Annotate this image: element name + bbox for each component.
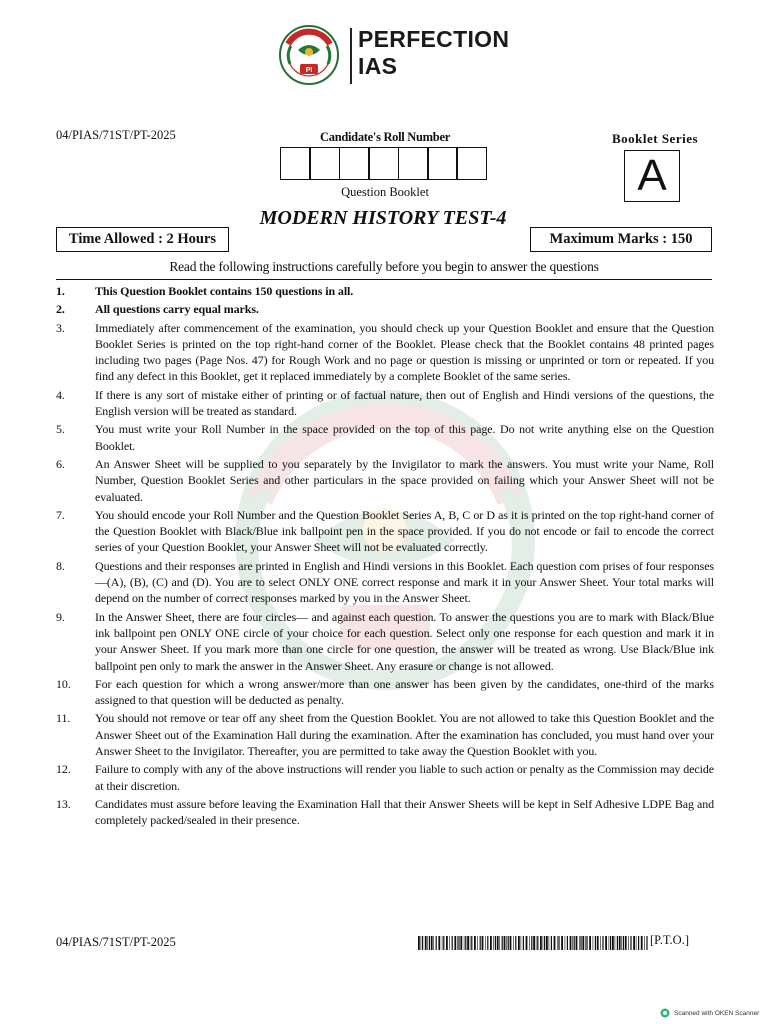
roll-digit-box[interactable] xyxy=(427,147,458,180)
roll-digit-box[interactable] xyxy=(368,147,399,180)
header-divider xyxy=(56,279,712,280)
instruction-number: 8. xyxy=(56,558,65,573)
instruction-item xyxy=(56,609,714,674)
scanner-logo-icon xyxy=(660,1008,670,1018)
read-instructions-heading: Read the following instructions carefully before you begin to answer the questions xyxy=(169,259,599,274)
roll-digit-box[interactable] xyxy=(339,147,370,180)
instruction-text: An Answer Sheet will be supplied to you separately by the Invigilator to mark the answers. You must write your Name, Roll Number, Question Booklet Series and other particulars in the space provided on failing which your Answer Sheet will not be evaluated. xyxy=(95,456,714,504)
roll-digit-box[interactable] xyxy=(280,147,311,180)
instruction-number: 13. xyxy=(56,796,71,811)
maximum-marks-box: Maximum Marks : 150 xyxy=(530,227,712,252)
instruction-text: If there is any sort of mistake either of printing or of factual nature, then out of English and Hindi versions of the questions, the English version will be treated as standard. xyxy=(95,387,714,419)
instruction-number: 10. xyxy=(56,676,71,691)
footer-paper-code: 04/PIAS/71ST/PT-2025 xyxy=(56,935,176,949)
question-booklet-label: Question Booklet xyxy=(341,185,429,199)
instructions-list xyxy=(56,283,714,831)
instruction-number: 11. xyxy=(56,711,71,726)
instruction-number: 12. xyxy=(56,762,71,777)
instruction-text: You should not remove or tear off any sheet from the Question Booklet. You are not allowed to take this Question Booklet and the Answer Sheet out of the Examination Hall during the examination. After the examination has concluded, you must hand over your Answer Sheet to the Invigilator. Thereafter, you are permitted to take away the Question Booklet with you. xyxy=(95,711,714,759)
instruction-item xyxy=(56,456,714,505)
instruction-item xyxy=(56,761,714,794)
instruction-text: Candidates must assure before leaving the Examination Hall that their Answer Sheets will be kept in Self Adhesive LDPE Bag and completely packed/sealed in their presence. xyxy=(95,796,714,828)
instruction-item xyxy=(56,796,714,829)
svg-text:PI: PI xyxy=(305,67,313,74)
instruction-text: Immediately after commencement of the examination, you should check up your Question Booklet and ensure that the Question Booklet Series is printed on the top right-hand corner of the Booklet. Please check that the Booklet contains 48 printed pages including two pages (Page Nos. 47) for Rough Work and no page or question is missing or unprinted or torn or repeated. If you find any defect in this Booklet, get it replaced immediately by a complete Booklet of the same series. xyxy=(95,320,714,384)
instruction-number: 9. xyxy=(56,609,65,624)
test-title: MODERN HISTORY TEST-4 xyxy=(259,207,507,229)
pto-label: [P.T.O.] xyxy=(650,933,690,947)
scanner-watermark xyxy=(660,1008,759,1018)
scanner-label: Scanned with OKEN Scanner xyxy=(674,1009,760,1017)
instruction-item xyxy=(56,710,714,759)
instruction-text: Questions and their responses are printed in English and Hindi versions in this Booklet. Each question com prises of four responses—(A), (B), (C) and (D). You are to select ONLY ONE correct response and mark it in your Answer Sheet. Your total marks will depend on the number of correct responses marked by you in the Answer Sheet. xyxy=(95,558,714,606)
instruction-item xyxy=(56,301,714,317)
instruction-text: All questions carry equal marks. xyxy=(95,302,259,317)
booklet-series-value: A xyxy=(624,150,680,202)
instruction-item xyxy=(56,320,714,385)
paper-code: 04/PIAS/71ST/PT-2025 xyxy=(56,128,176,142)
barcode xyxy=(418,936,650,950)
instruction-item xyxy=(56,283,714,299)
brand-name xyxy=(358,26,509,80)
instruction-item xyxy=(56,421,714,454)
perfection-ias-emblem xyxy=(278,24,340,86)
instruction-number: 5. xyxy=(56,422,65,437)
instruction-number: 7. xyxy=(56,507,65,522)
instruction-item xyxy=(56,387,714,420)
instruction-text: Failure to comply with any of the above instructions will render you liable to such action or penalty as the Commission may decide at their discretion. xyxy=(95,762,714,793)
instruction-text: You must write your Roll Number in the space provided on the top of this page. Do not write anything else on the Question Booklet. xyxy=(95,422,714,453)
instruction-text: In the Answer Sheet, there are four circles— and against each question. To answer the questions you are to mark with Black/Blue ink ballpoint pen ONLY ONE circle of your choice for each question. Select only one response for each question and mark it in your Answer Sheet. If you mark more than one circle for one question, the answer will be treated as wrong. Use Black/Blue ink ballpoint pen only to mark the answer in the Answer Sheet. Any erasure or change is not allowed. xyxy=(95,609,714,673)
instruction-number: 1. xyxy=(56,284,65,298)
instruction-text: For each question for which a wrong answer/more than one answer has been given by the candidates, one-third of the marks assigned to that question will be deducted as penalty. xyxy=(95,676,714,708)
instruction-text: This Question Booklet contains 150 questions in all. xyxy=(95,284,354,298)
brand-name-line2: IAS xyxy=(358,53,398,79)
roll-digit-box[interactable] xyxy=(398,147,429,180)
brand-name-line1: PERFECTION xyxy=(358,26,510,52)
instruction-item xyxy=(56,507,714,556)
instruction-text: You should encode your Roll Number and the Question Booklet Series A, B, C or D as it is printed on the top right-hand corner of the Question Booklet with Black/Blue ink ballpoint pen in the space provided. If you do not encode or fail to encode the correct series of your Question Booklet, your Answer Sheet will not be evaluated correctly. xyxy=(95,507,714,555)
roll-number-label: Candidate's Roll Number xyxy=(320,130,450,144)
roll-number-boxes[interactable] xyxy=(280,147,486,180)
instruction-number: 4. xyxy=(56,387,65,402)
instruction-item xyxy=(56,676,714,709)
booklet-series-label: Booklet Series xyxy=(611,131,699,146)
brand-logo xyxy=(278,24,508,90)
instruction-number: 6. xyxy=(56,456,65,471)
logo-divider xyxy=(350,28,352,84)
instruction-number: 3. xyxy=(56,320,65,335)
instruction-number: 2. xyxy=(56,302,65,317)
roll-digit-box[interactable] xyxy=(309,147,340,180)
time-allowed-box: Time Allowed : 2 Hours xyxy=(56,227,229,252)
roll-digit-box[interactable] xyxy=(456,147,487,180)
instruction-item xyxy=(56,558,714,607)
